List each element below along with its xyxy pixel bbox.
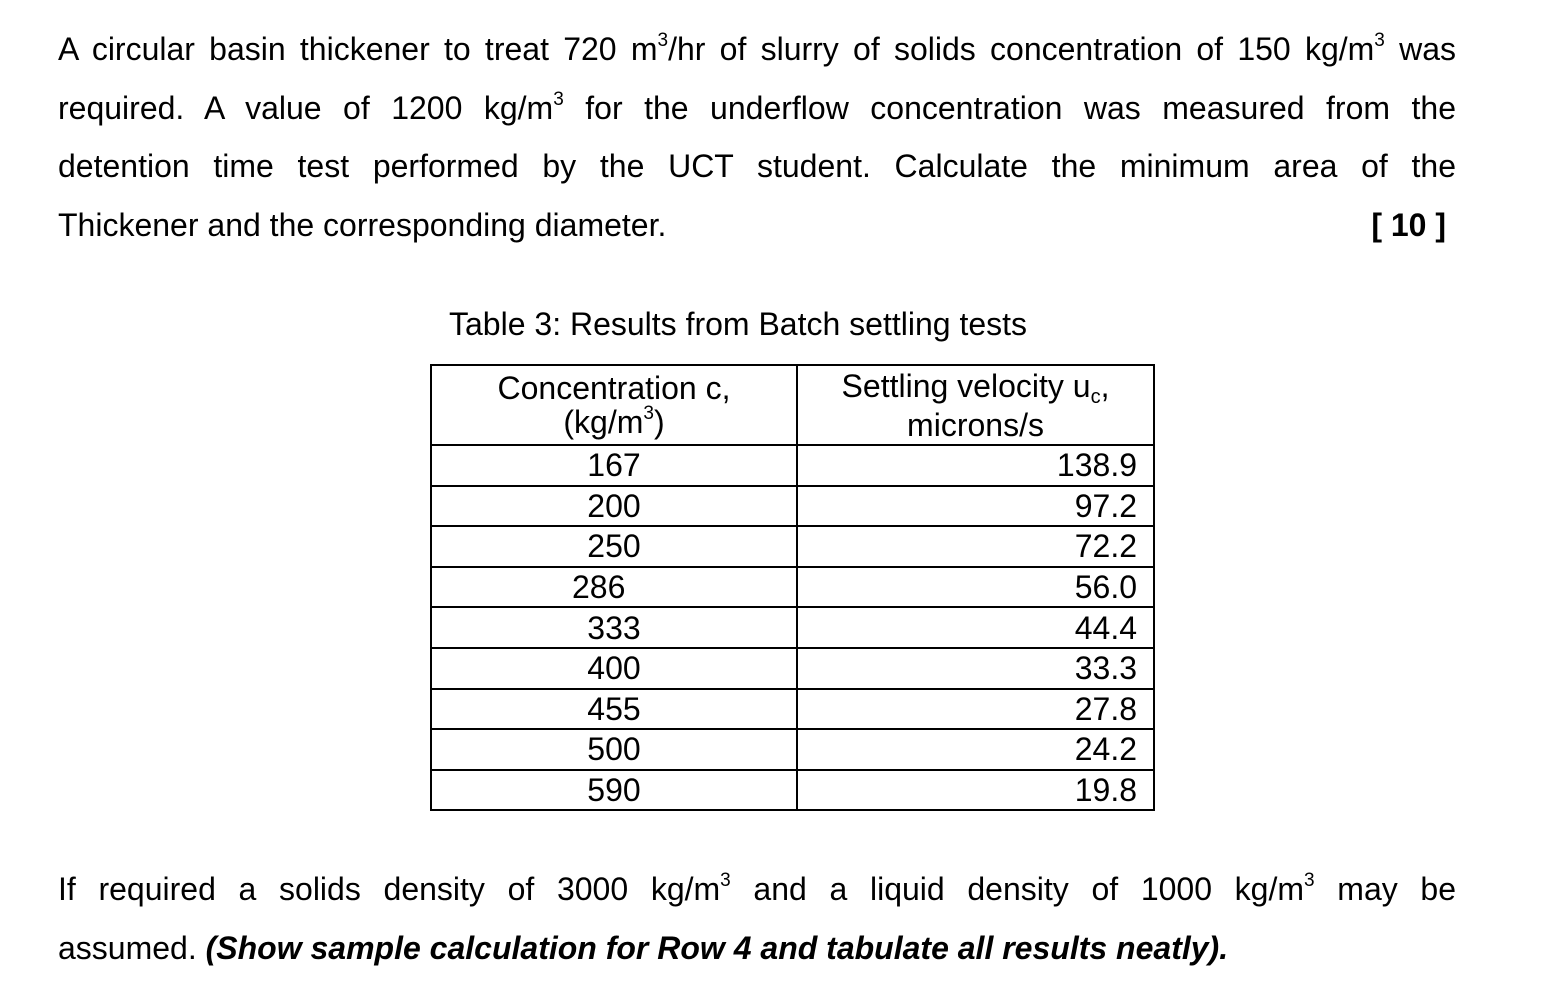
settling-test-table xyxy=(430,364,1155,811)
velocity-cell: 138.9 xyxy=(797,445,1154,486)
problem-text: was xyxy=(1384,31,1457,67)
problem-text: A circular basin thickener to treat 720 m xyxy=(58,31,658,67)
problem-line-1 xyxy=(58,20,1456,79)
superscript: 3 xyxy=(657,30,669,51)
marks-label: [ 10 ] xyxy=(1371,206,1446,243)
header-unit xyxy=(432,405,796,439)
assumptions-note xyxy=(58,860,1456,977)
velocity-cell: 27.8 xyxy=(797,689,1154,730)
table-header-row xyxy=(431,365,1154,445)
superscript: 3 xyxy=(1304,870,1315,891)
note-text: assumed. xyxy=(58,929,206,966)
velocity-cell: 33.3 xyxy=(797,648,1154,689)
table-row xyxy=(431,689,1154,730)
header-text: Concentration c, xyxy=(497,370,731,406)
note-text: If required a solids density of 3000 kg/m xyxy=(58,871,721,907)
header-text: (kg/m xyxy=(563,404,644,440)
table-row xyxy=(431,729,1154,770)
concentration-cell: 286 xyxy=(431,567,797,608)
velocity-cell: 24.2 xyxy=(797,729,1154,770)
note-text: may be xyxy=(1314,871,1457,907)
problem-text: required. A value of 1200 kg/m xyxy=(58,89,554,126)
header-concentration xyxy=(431,365,797,445)
note-text: and a liquid density of 1000 kg/m xyxy=(730,871,1305,907)
velocity-cell: 44.4 xyxy=(797,607,1154,648)
concentration-cell: 500 xyxy=(431,729,797,770)
instruction-text: (Show sample calculation for Row 4 and tabulate all results neatly). xyxy=(205,929,1229,966)
velocity-cell: 72.2 xyxy=(797,526,1154,567)
subscript: c xyxy=(1090,385,1101,408)
concentration-cell: 455 xyxy=(431,689,797,730)
problem-text: /hr of slurry of solids concentration of 150 kg/m xyxy=(668,31,1375,67)
superscript: 3 xyxy=(1374,30,1385,51)
header-text: ) xyxy=(653,404,665,440)
table-row xyxy=(431,648,1154,689)
header-text-line xyxy=(798,369,1153,408)
velocity-cell: 97.2 xyxy=(797,486,1154,527)
concentration-cell: 167 xyxy=(431,445,797,486)
problem-line-2 xyxy=(58,79,1456,138)
velocity-cell: 19.8 xyxy=(797,770,1154,811)
note-line-2 xyxy=(58,919,1456,978)
table-row xyxy=(431,445,1154,486)
problem-line-4 xyxy=(58,196,1456,255)
header-text: Settling velocity u xyxy=(841,367,1091,404)
superscript: 3 xyxy=(553,88,564,110)
concentration-cell: 333 xyxy=(431,607,797,648)
concentration-cell: 200 xyxy=(431,486,797,527)
table-row xyxy=(431,486,1154,527)
table-row xyxy=(431,567,1154,608)
velocity-cell: 56.0 xyxy=(797,567,1154,608)
concentration-cell: 250 xyxy=(431,526,797,567)
header-settling-velocity xyxy=(797,365,1154,445)
problem-line-3 xyxy=(58,137,1456,196)
problem-text: Thickener and the corresponding diameter. xyxy=(58,206,667,243)
concentration-cell: 400 xyxy=(431,648,797,689)
problem-text: detention time test performed by the UCT student. Calculate the minimum area of the xyxy=(58,148,1456,184)
table-caption: Table 3: Results from Batch settling tests xyxy=(449,306,1028,342)
superscript: 3 xyxy=(720,870,731,891)
superscript: 3 xyxy=(643,403,654,424)
table-row xyxy=(431,526,1154,567)
problem-statement xyxy=(58,20,1456,254)
problem-text: for the underflow concentration was measured from the xyxy=(563,89,1457,126)
concentration-cell: 590 xyxy=(431,770,797,811)
table-row xyxy=(431,607,1154,648)
header-text: , xyxy=(1100,367,1110,404)
header-unit: microns/s xyxy=(907,406,1044,443)
note-line-1 xyxy=(58,860,1456,919)
table-row xyxy=(431,770,1154,811)
